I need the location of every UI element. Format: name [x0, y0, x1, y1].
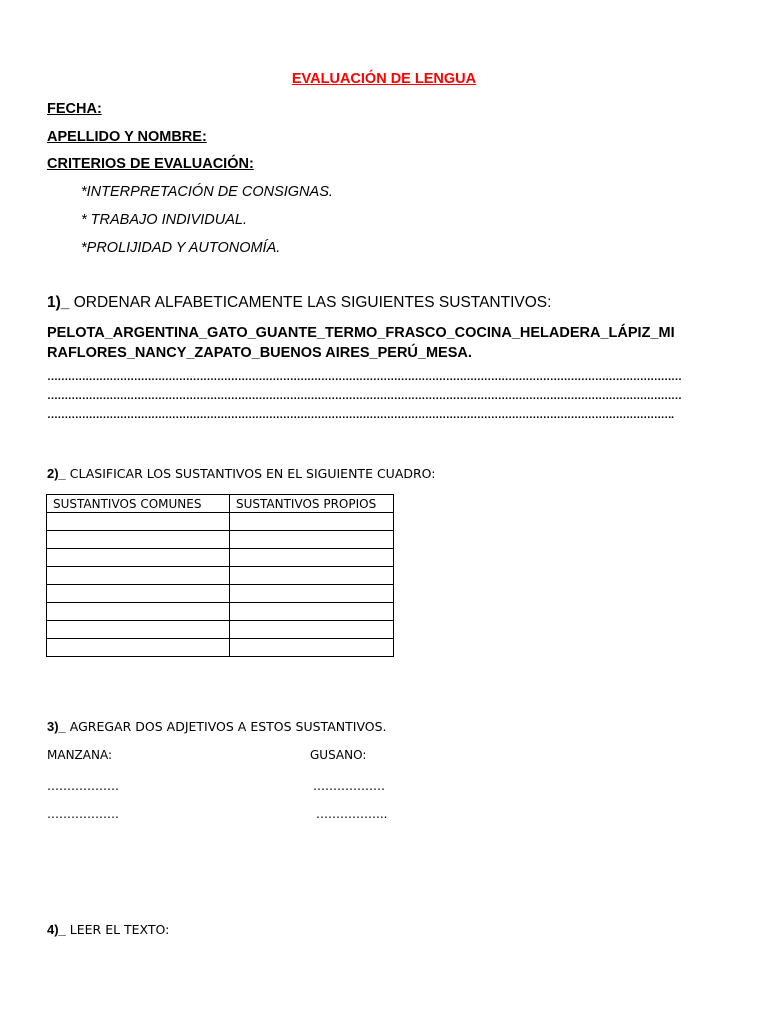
table-cell — [47, 567, 230, 585]
question-text: LEER EL TEXTO: — [65, 922, 170, 937]
table-cell — [230, 549, 394, 567]
answer-line: ………………………………………………………………………………………………………………………………………………………………. — [47, 409, 674, 421]
noun-list — [47, 323, 675, 363]
table-cell — [230, 567, 394, 585]
classification-table — [46, 494, 394, 657]
question-3 — [47, 719, 387, 734]
table-row — [47, 585, 394, 603]
document-title: EVALUACIÓN DE LENGUA — [291, 71, 477, 87]
answer-blank: ……………… — [47, 807, 119, 821]
table-row — [47, 531, 394, 549]
table-row — [47, 603, 394, 621]
criterion-item: * TRABAJO INDIVIDUAL. — [81, 212, 247, 228]
question-1 — [47, 294, 551, 312]
word-gusano: GUSANO: — [310, 748, 367, 762]
header-sustantivos-comunes: SUSTANTIVOS COMUNES — [47, 495, 230, 513]
noun-list-line: PELOTA_ARGENTINA_GATO_GUANTE_TERMO_FRASCO_COCINA_HELADERA_LÁPIZ_MI — [47, 325, 675, 341]
criterion-item: *INTERPRETACIÓN DE CONSIGNAS. — [81, 184, 333, 200]
table-cell — [230, 531, 394, 549]
table-cell — [230, 621, 394, 639]
table-row — [47, 567, 394, 585]
table-cell — [230, 603, 394, 621]
table-cell — [230, 639, 394, 657]
answer-line: ………………………………………………………………………………………………………………………………………………………………… — [47, 371, 682, 383]
table-cell — [230, 513, 394, 531]
table-cell — [47, 549, 230, 567]
question-text: CLASIFICAR LOS SUSTANTIVOS EN EL SIGUIENTE CUADRO: — [65, 466, 436, 481]
answer-blank: ……………… — [313, 779, 385, 793]
table-cell — [230, 585, 394, 603]
table-cell — [47, 621, 230, 639]
question-text: AGREGAR DOS ADJETIVOS A ESTOS SUSTANTIVOS. — [65, 719, 387, 734]
table-header-row — [47, 495, 394, 513]
header-sustantivos-propios: SUSTANTIVOS PROPIOS — [230, 495, 394, 513]
answer-blank: ……………… — [47, 779, 119, 793]
question-4 — [47, 922, 169, 937]
criterion-item: *PROLIJIDAD Y AUTONOMÍA. — [81, 240, 281, 256]
question-number: 4)_ — [47, 922, 66, 937]
apellido-nombre-label: APELLIDO Y NOMBRE: — [47, 129, 207, 145]
question-text: ORDENAR ALFABETICAMENTE LAS SIGUIENTES SUSTANTIVOS: — [69, 294, 552, 311]
question-number: 1)_ — [47, 294, 70, 311]
question-2 — [47, 466, 436, 481]
answer-blank: ……………... — [316, 807, 388, 821]
question-number: 3)_ — [47, 719, 66, 734]
table-cell — [47, 531, 230, 549]
table-row — [47, 621, 394, 639]
table-row — [47, 549, 394, 567]
criterios-label: CRITERIOS DE EVALUACIÓN: — [47, 156, 254, 172]
answer-line: ………………………………………………………………………………………………………………………………………………………………… — [47, 390, 682, 402]
table-cell — [47, 603, 230, 621]
question-number: 2)_ — [47, 466, 66, 481]
table-row — [47, 639, 394, 657]
table-cell — [47, 585, 230, 603]
noun-list-line: RAFLORES_NANCY_ZAPATO_BUENOS AIRES_PERÚ_MESA. — [47, 345, 472, 361]
fecha-label: FECHA: — [47, 101, 102, 117]
word-manzana: MANZANA: — [47, 748, 112, 762]
table-cell — [47, 639, 230, 657]
table-row — [47, 513, 394, 531]
table-cell — [47, 513, 230, 531]
